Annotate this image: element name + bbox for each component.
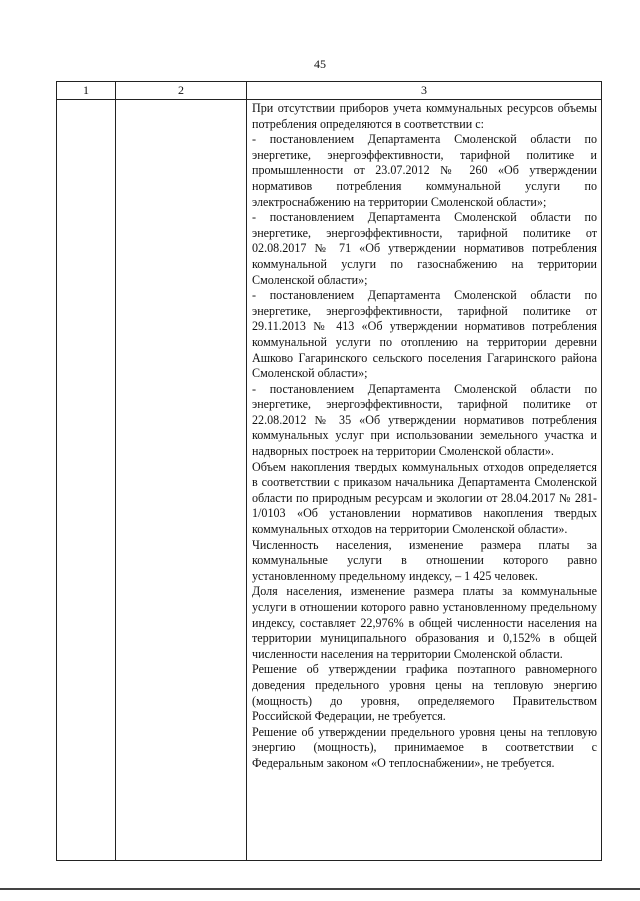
cell-content [247,100,601,772]
paragraph: Объем накопления твердых коммунальных отходов определяется в соответствии с приказом начальника Департамента Смоленской области по природным ресурсам и экологии от 28.04.2017 № 281-1/0103 «Об установлении нормативов накопления твердых коммунальных отходов на территории Смоленской области». [252,459,597,537]
cell-col2 [116,100,247,861]
paragraph: Решение об утверждении предельного уровня цены на тепловую энергию (мощность), принимаемое в соответствии с Федеральным законом «О теплоснабжении», не требуется. [252,724,597,770]
paragraph: Численность населения, изменение размера платы за коммунальные услуги в отношении которого равно установленному предельному индексу, – 1 425 человек. [252,537,597,583]
cell-col1 [57,100,116,861]
cell-col3 [247,100,602,861]
bottom-rule [0,888,640,890]
paragraph: - постановлением Департамента Смоленской области по энергетике, энергоэффективности, тарифной политике и промышленности от 23.07.2012 № 260 «Об утверждении нормативов потребления коммунальной услуги по электроснабжению на территории Смоленской области»; [252,132,597,209]
document-table [56,81,602,861]
table-row [57,100,602,861]
column-header-3: 3 [247,82,602,100]
column-header-2: 2 [116,82,247,100]
paragraph: Решение об утверждении графика поэтапного равномерного доведения предельного уровня цены на тепловую энергию (мощность) до уровня, определяемого Правительством Российской Федерации, не требуется. [252,662,597,724]
column-header-1: 1 [57,82,116,100]
paragraph: - постановлением Департамента Смоленской области по энергетике, энергоэффективности, тарифной политике от 22.08.2012 № 35 «Об утверждении нормативов потребления коммунальных услуг при использовании земельного участка и надворных построек на территории Смоленской области». [252,381,597,459]
paragraph: Доля населения, изменение размера платы за коммунальные услуги в отношении которого равно установленному предельному индексу, составляет 22,976% в общей численности населения на территории муниципального образования и 0,152% в общей численности населения на территории Смоленской области. [252,584,597,661]
paragraph: - постановлением Департамента Смоленской области по энергетике, энергоэффективности, тарифной политике от 29.11.2013 № 413 «Об утверждении нормативов потребления коммунальной услуги по отоплению на территории деревни Ашково Гагаринского сельского поселения Гагаринского района Смоленской области»; [252,288,597,381]
paragraph: - постановлением Департамента Смоленской области по энергетике, энергоэффективности, тарифной политике от 02.08.2017 № 71 «Об утверждении нормативов потребления коммунальной услуги по газоснабжению на территории Смоленской области»; [252,210,597,287]
page-number: 45 [314,57,326,71]
paragraph: При отсутствии приборов учета коммунальных ресурсов объемы потребления определяются в соответствии с: [252,101,597,131]
table-header-row [57,82,602,100]
